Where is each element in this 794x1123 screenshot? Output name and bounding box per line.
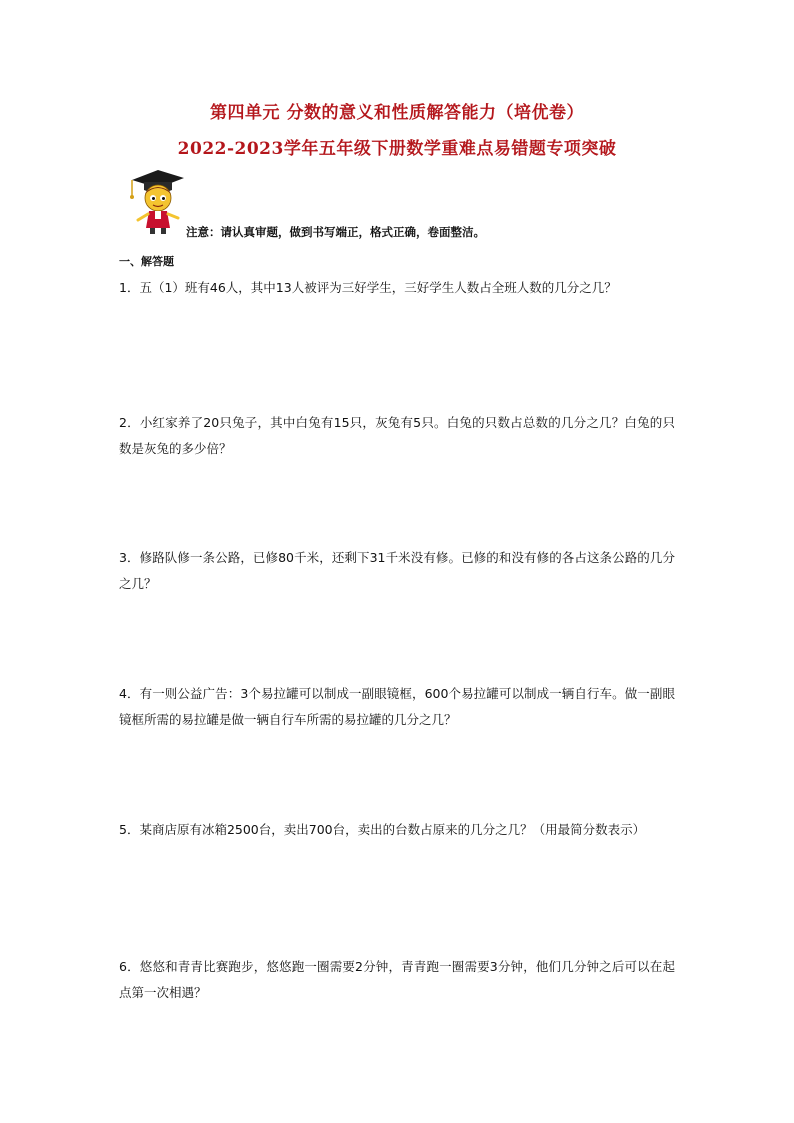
question-6: 6．悠悠和青青比赛跑步，悠悠跑一圈需要2分钟，青青跑一圈需要3分钟，他们几分钟之后可以在起点第一次相遇？ xyxy=(119,959,675,1000)
question-1: 1．五（1）班有46人，其中13人被评为三好学生，三好学生人数占全班人数的几分之几？ xyxy=(119,280,617,295)
question-2: 2．小红家养了20只兔子，其中白兔有15只，灰兔有5只。白兔的只数占总数的几分之几？白兔的只数是灰兔的多少倍？ xyxy=(119,415,675,456)
question-5: 5．某商店原有冰箱2500台，卖出700台，卖出的台数占原来的几分之几？（用最简分数表示） xyxy=(119,822,646,837)
section-heading: 一、解答题 xyxy=(119,255,174,268)
page-subtitle: 2022-2023学年五年级下册数学重难点易错题专项突破 xyxy=(177,139,617,159)
question-4: 4．有一则公益广告：3个易拉罐可以制成一副眼镜框，600个易拉罐可以制成一辆自行车。做一副眼镜框所需的易拉罐是做一辆自行车所需的易拉罐的几分之几？ xyxy=(119,686,675,727)
page-title: 第四单元 分数的意义和性质解答能力（培优卷） xyxy=(210,103,584,123)
question-3: 3．修路队修一条公路，已修80千米，还剩下31千米没有修。已修的和没有修的各占这条公路的几分之几？ xyxy=(119,550,675,591)
notice-text: 注意：请认真审题，做到书写端正，格式正确，卷面整洁。 xyxy=(186,225,485,239)
graduate-doctor-cartoon-icon xyxy=(124,166,194,236)
